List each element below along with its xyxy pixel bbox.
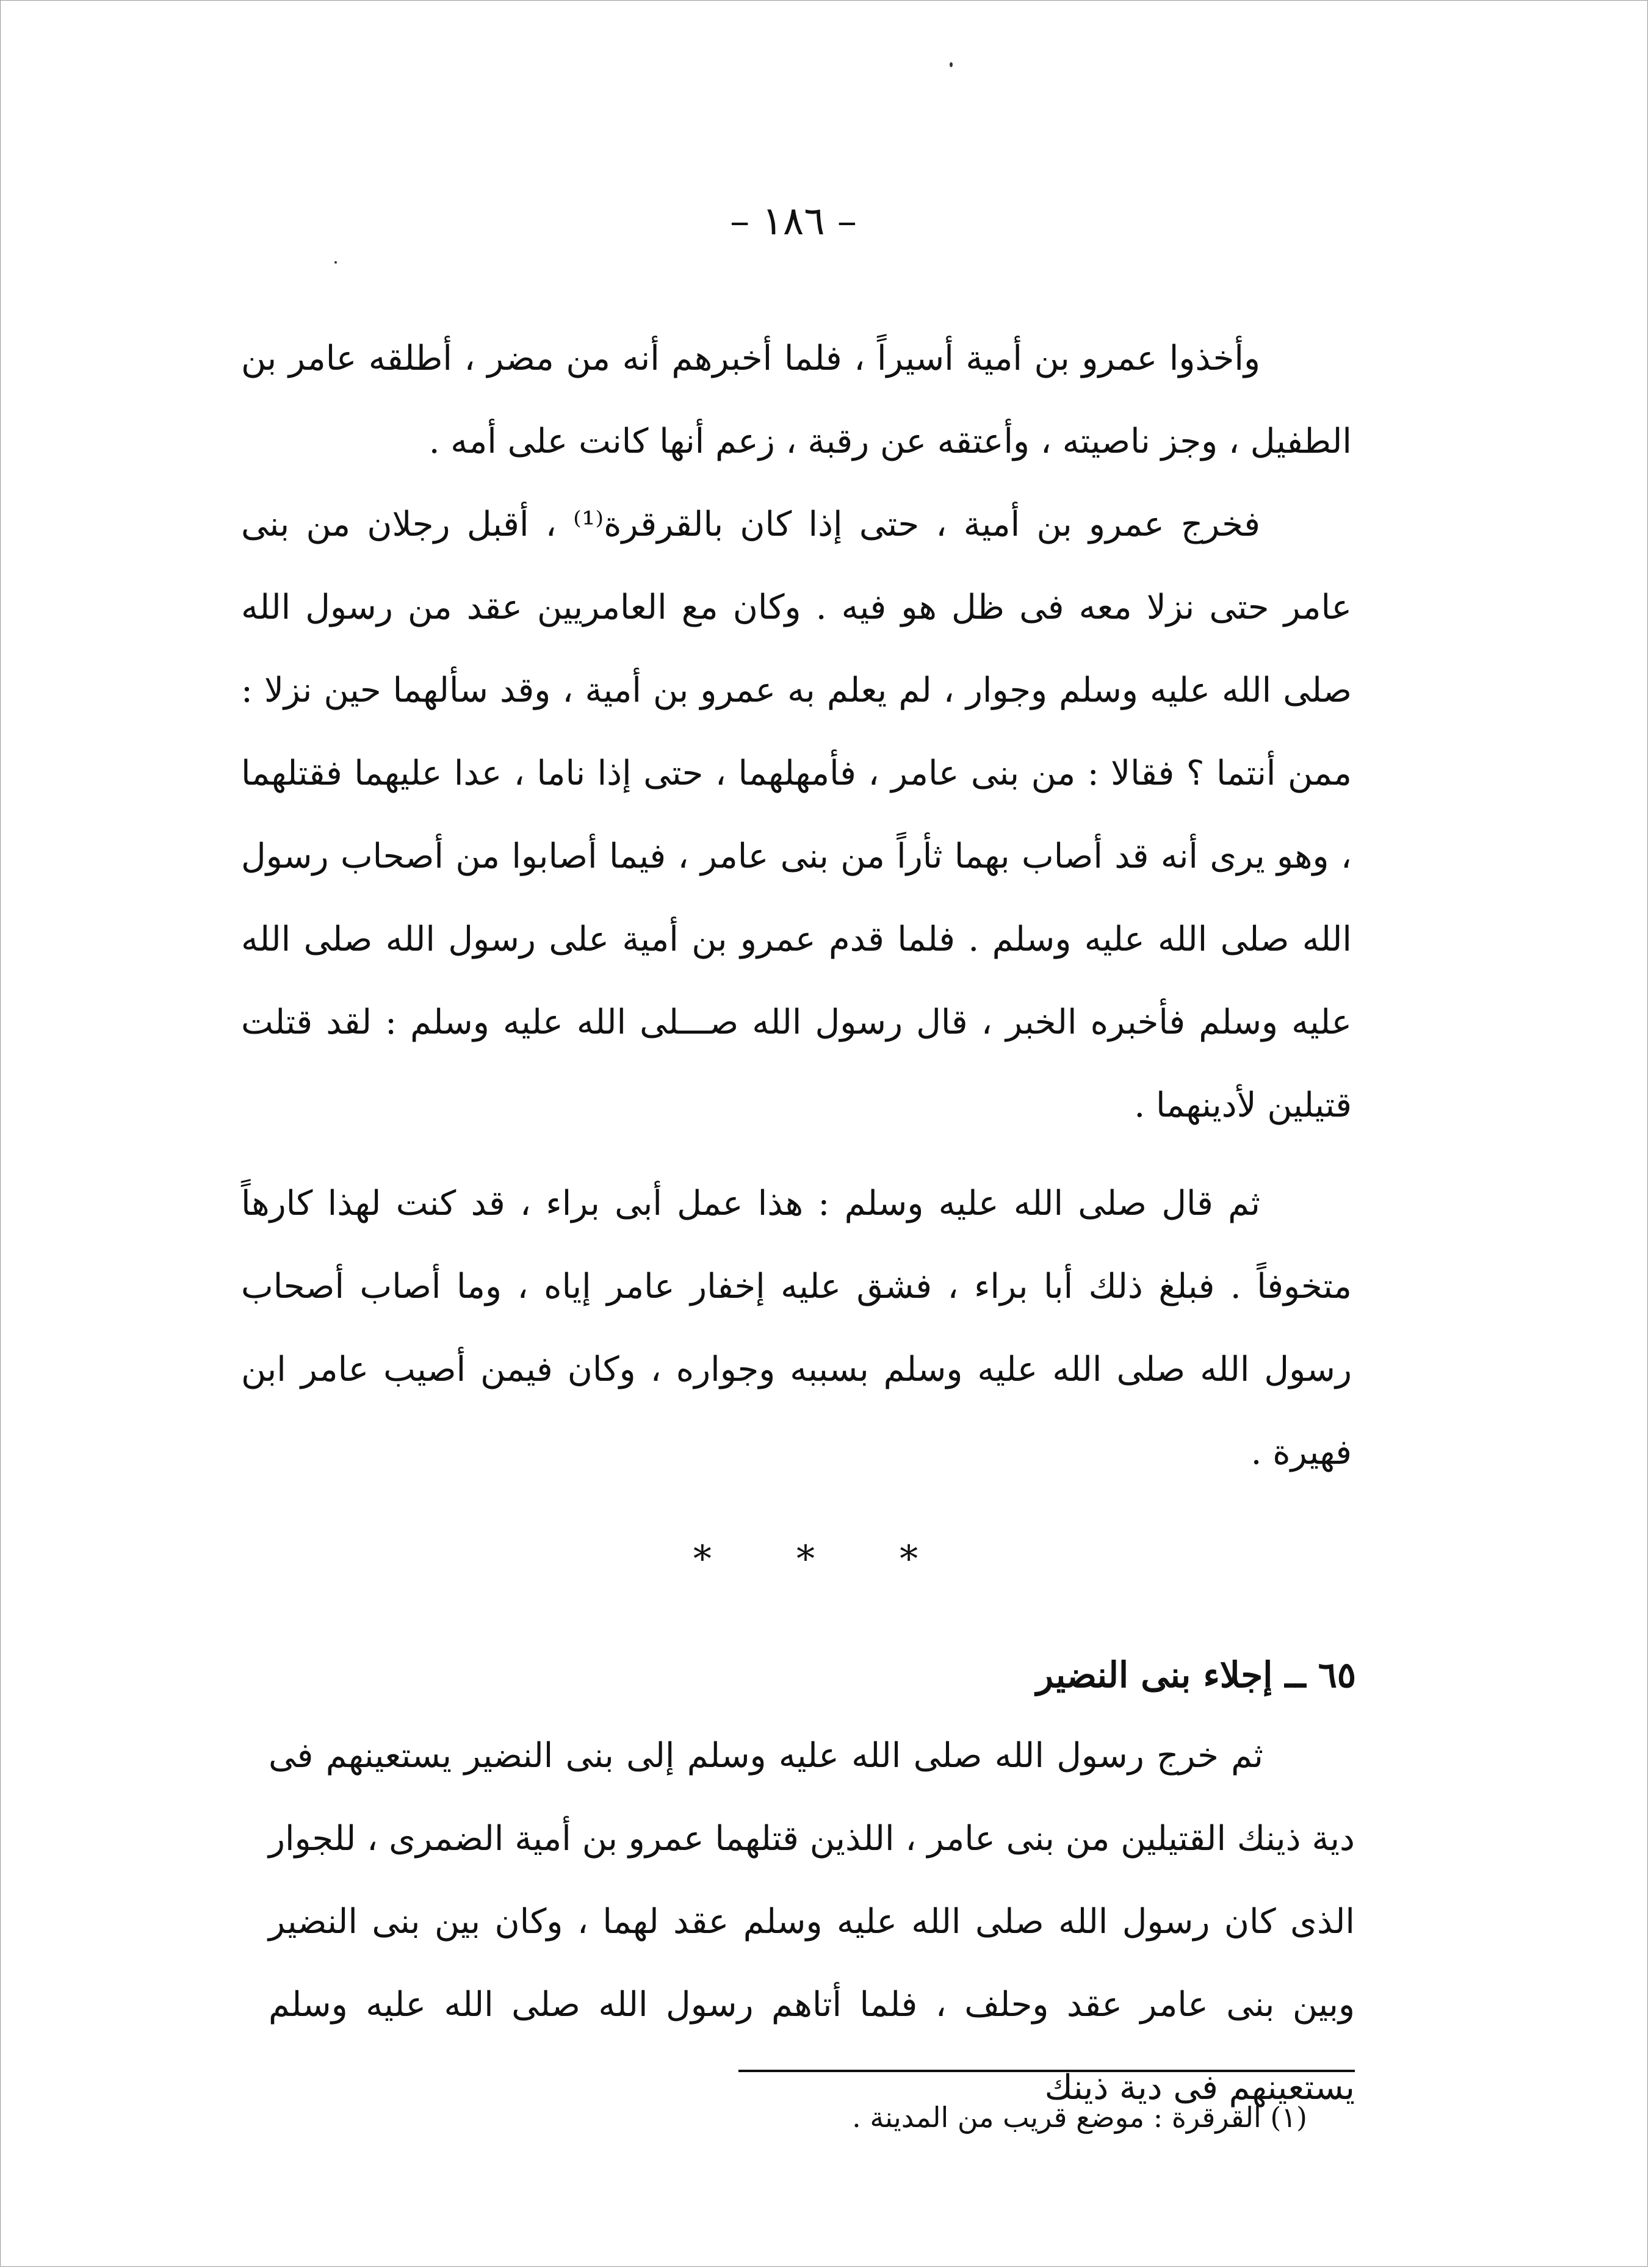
section-heading: ٦٥ ــ إجلاء بنى النضير bbox=[1036, 1654, 1356, 1696]
paragraph: ثم خرج رسول الله صلى الله عليه وسلم إلى بنى النضير يستعينهم فى دية ذينك القتيلين من بنى عامر ، اللذين قتلهما عمرو بن أمية الضمرى ، للجوار الذى كان رسول الله صلى الله عليه وسلم عقد لهما ، وكان بين بنى النضير وبين بنى عامر عقد وحلف ، فلما أتاهم رسول الله صلى الله عليه وسلم يستعينهم فى دية ذينك bbox=[269, 1736, 1355, 2108]
footnote-rule bbox=[738, 2070, 1355, 2072]
body-text-section bbox=[269, 1715, 1355, 2129]
paragraph: ثم قال صلى الله عليه وسلم : هذا عمل أبى براء ، قد كنت لهذا كارهاً متخوفاً . فبلغ ذلك أبا براء ، فشق عليه إخفار عامر إياه ، وما أصاب أصحاب رسول الله صلى الله عليه وسلم بسببه وجواره ، وكان فيمن أصيب عامر ابن فهيرة . bbox=[241, 1184, 1352, 1472]
body-text-middle bbox=[241, 1162, 1352, 1494]
scan-speck bbox=[334, 261, 337, 264]
paragraph: فخرج عمرو بن أمية ، حتى إذا كان بالقرقرة⁽¹⁾ ، أقبل رجلان من بنى عامر حتى نزلا معه فى ظل هو فيه . وكان مع العامريين عقد من رسول الله صلى الله عليه وسلم وجوار ، لم يعلم به عمرو بن أمية ، وقد سألهما حين نزلا : ممن أنتما ؟ فقالا : من بنى عامر ، فأمهلهما ، حتى إذا ناما ، عدا عليهما فقتلهما ، وهو يرى أنه قد أصاب بهما ثأراً من بنى عامر ، فيما أصابوا من أصحاب رسول الله صلى الله عليه وسلم . فلما قدم عمرو بن أمية على رسول الله صلى الله عليه وسلم فأخبره الخبر ، قال رسول الله صـــلى الله عليه وسلم : لقد قتلت قتيلين لأدينهما . bbox=[241, 505, 1352, 1125]
scan-speck bbox=[950, 62, 953, 67]
footnote: (١) القرقرة : موضع قريب من المدينة . bbox=[852, 2101, 1307, 2134]
section-separator: * * * bbox=[693, 1538, 955, 1580]
body-text-top bbox=[241, 317, 1352, 1147]
paragraph: وأخذوا عمرو بن أمية أسيراً ، فلما أخبرهم أنه من مضر ، أطلقه عامر بن الطفيل ، وجز ناصيته ، وأعتقه عن رقبة ، زعم أنها كانت على أمه . bbox=[241, 339, 1352, 461]
page-number: – ١٨٦ – bbox=[730, 199, 857, 244]
